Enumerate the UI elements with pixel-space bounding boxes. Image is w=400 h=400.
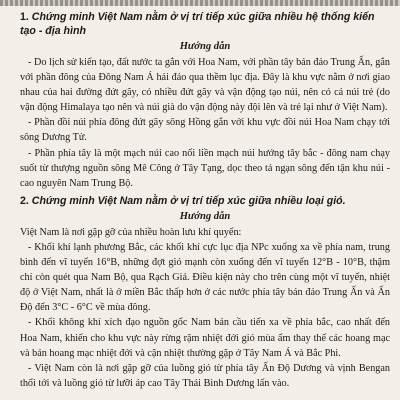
- question-1: [20, 10, 390, 191]
- question-2-title: [20, 194, 390, 208]
- question-1-title: [20, 10, 390, 38]
- question-1-paragraph-2: - Phần đồi núi phía đông đứt gãy sông Hồng gắn với khu vực đồi núi Hoa Nam chạy tới sông Dương Tử.: [20, 117, 390, 144]
- question-1-paragraph-3: - Phần phía tây là một mạch núi cao nối liền mạch núi hướng tây bắc - đông nam chạy suốt từ thượng nguồn sông Mê Công ở Tây Tạng, dọc theo tả ngạn sông đến tận khu núi - cao nguyên Nam Trung Bộ.: [20, 147, 390, 189]
- question-1-number: 1.: [20, 11, 29, 23]
- question-2: [20, 194, 390, 391]
- question-2-paragraph-3: - Việt Nam còn là nơi gặp gỡ của luồng gió từ phía tây Ấn Độ Dương và vịnh Bengan thổi tới và luồng gió từ lưỡi áp cao Tây Thái Bình Dương lấn vào.: [20, 362, 390, 389]
- question-2-guide-heading: Hướng dẫn: [179, 210, 231, 222]
- question-2-paragraph-1: - Khối khí lạnh phương Bắc, các khối khí cực lục địa NPc xuống xa về phía nam, trung bình đến vĩ tuyến 16°B, những đợt gió mạnh còn xuống đến vĩ tuyến 12°B - 10°B, thậm chí còn quét qua Nam Bộ, qua Rạch Giá. Điều kiện này cho trên cùng một vĩ tuyến, nhiệt độ ở Việt Nam, nhất là ở miền Bắc thấp hơn ở các nước phía tây bán đảo Trung Ấn và Ấn Độ đến 3°C - 6°C về mùa đông.: [20, 241, 390, 314]
- question-2-number: 2.: [20, 194, 29, 207]
- page-header-band: [0, 0, 400, 6]
- question-2-title-text: Chứng minh Việt Nam nằm ở vị trí tiếp xúc giữa nhiều loại gió.: [31, 194, 346, 207]
- question-1-guide-heading: Hướng dẫn: [179, 41, 231, 52]
- question-1-paragraph-1: - Do lịch sử kiến tạo, đất nước ta gắn với Hoa Nam, với phần tây bán đảo Trung Ấn, gắn với phần đông của Đông Nam Á hải đảo qua thềm lục địa. Đây là khu vực nằm ở nơi giao nhau của hai đường đứt gãy, có nhiều đứt gãy và vận động tạo núi, nên có cả núi trẻ (do vận động Himalaya tạo nên và núi già do vận động này đội lên và trẻ lại như ở Việt Nam).: [20, 57, 390, 114]
- question-2-paragraph-2: - Khối không khí xích đạo nguồn gốc Nam bán cầu tiến xa về phía bắc, cao nhất đến Hoa Nam, khiến cho khu vực này rừng rậm nhiệt đới gió mùa ẩm thay thế các hoang mạc và bán hoang mạc nhiệt đới và cận nhiệt thường gặp ở Tây Nam Á và Bắc Phi.: [20, 317, 390, 359]
- page-content: [20, 10, 390, 391]
- question-1-title-text: Chứng minh Việt Nam nằm ở vị trí tiếp xúc giữa nhiều hệ thống kiến tạo - địa hình: [20, 11, 375, 37]
- question-2-intro: Việt Nam là nơi gặp gỡ của nhiều hoàn lưu khí quyển:: [20, 226, 242, 238]
